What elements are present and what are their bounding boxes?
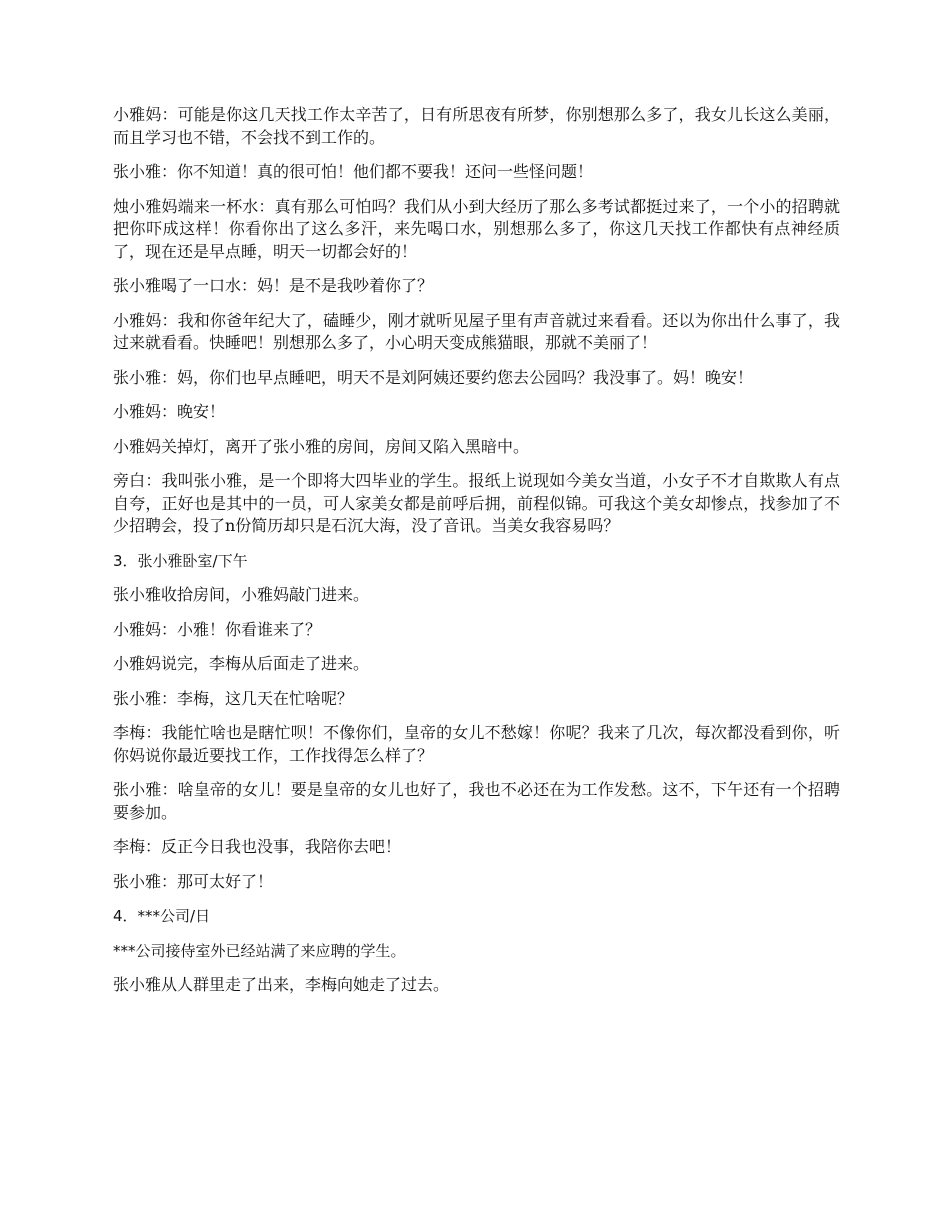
paragraph-15: 李梅：我能忙啥也是瞎忙呗！不像你们，皇帝的女儿不愁嫁！你呢？我来了几次，每次都没看到你，听你妈说你最近要找工作，工作找得怎么样了？ <box>113 723 840 765</box>
paragraph-13: 小雅妈说完，李梅从后面走了进来。 <box>113 654 370 673</box>
paragraph-12: 小雅妈：小雅！你看谁来了？ <box>113 619 322 639</box>
paragraph-9: 旁白：我叫张小雅，是一个即将大四毕业的学生。报纸上说现如今美女当道，小女子不才自欺欺人有点自夸，正好也是其中的一员，可人家美女都是前呼后拥，前程似锦。可我这个美女却惨点，找参加了不少招聘会，投了n份简历却只是石沉大海，没了音讯。当美女我容易吗？ <box>113 471 840 535</box>
document-page <box>113 104 840 1009</box>
paragraph-2: 张小雅：你不知道！真的很可怕！他们都不要我！还问一些怪问题！ <box>113 162 594 181</box>
paragraph-14: 张小雅：李梅，这几天在忙啥呢？ <box>113 688 354 708</box>
scene-heading-3: 3．张小雅卧室/下午 <box>113 551 248 570</box>
paragraph-3: 烛小雅妈端来一杯水：真有那么可怕吗？我们从小到大经历了那么多考试都挺过来了，一个小的招聘就把你吓成这样！你看你出了这么多汗，来先喝口水，别想那么多了，你这几天找工作都快有点神经质了，现在还是早点睡，明天一切都会好的！ <box>113 196 840 261</box>
paragraph-18: 张小雅：那可太好了！ <box>113 871 274 891</box>
paragraph-17: 李梅：反正今日我也没事，我陪你去吧！ <box>113 837 402 856</box>
paragraph-7: 小雅妈：晚安！ <box>113 402 226 421</box>
paragraph-5: 小雅妈：我和你爸年纪大了，磕睡少，刚才就听见屋子里有声音就过来看看。还以为你出什么事了，我过来就看看。快睡吧！别想那么多了，小心明天变成熊猫眼，那就不美丽了！ <box>113 310 840 352</box>
paragraph-1: 小雅妈：可能是你这几天找工作太辛苦了，日有所思夜有所梦，你别想那么多了，我女儿长这么美丽，而且学习也不错，不会找不到工作的。 <box>113 105 840 147</box>
paragraph-11: 张小雅收拾房间，小雅妈敲门进来。 <box>113 585 370 604</box>
paragraph-21: 张小雅从人群里走了出来，李梅向她走了过去。 <box>113 975 450 994</box>
paragraph-6: 张小雅：妈，你们也早点睡吧，明天不是刘阿姨还要约您去公园吗？我没事了。妈！晚安！ <box>113 367 754 387</box>
paragraph-20: ***公司接侍室外已经站满了来应聘的学生。 <box>113 941 406 960</box>
paragraph-4: 张小雅喝了一口水：妈！是不是我吵着你了？ <box>113 276 434 295</box>
scene-heading-4: 4．***公司/日 <box>113 907 211 925</box>
paragraph-8: 小雅妈关掉灯，离开了张小雅的房间，房间又陷入黑暗中。 <box>113 436 530 456</box>
paragraph-16: 张小雅：啥皇帝的女儿！要是皇帝的女儿也好了，我也不必还在为工作发愁。这不，下午还有一个招聘要参加。 <box>113 780 840 822</box>
